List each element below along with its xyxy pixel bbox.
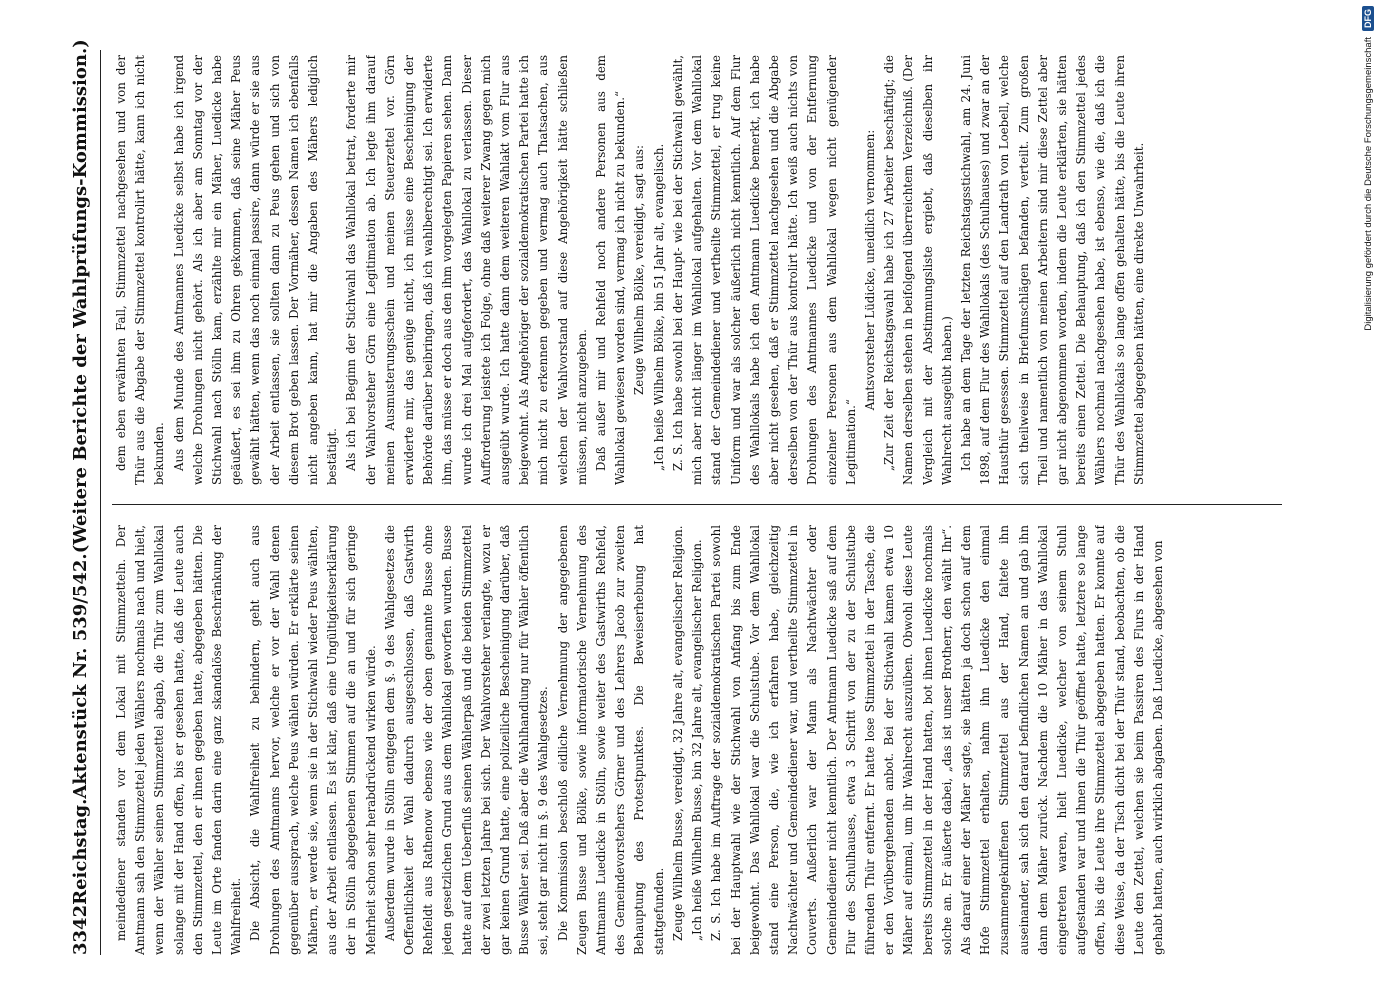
scanned-page [60,39,1300,955]
paragraph: „Ich heiße Wilhelm Bölke, bin 51 Jahr alt, evangelisch. [651,143,666,471]
paragraph: Die Absicht, die Wahlfreiheit zu behindern, geht auch aus Drohungen des Amtmanns hervor, welche er vor der Wahl denen gegenüber aussprach, welche Peus wählen würden. Er erklärte seinen Mähern, er werde sie, wenn sie in der Stichwahl wieder Peus wählten, aus der Arbeit entlassen. Es ist klar, daß eine Ungültigkeitserklärung der in Stölln abgegebenen Stimmen auf die an und für sich geringe Mehrheit schon sehr herabdrückend wirken würde. [248,525,378,955]
paragraph: Z. S. Ich habe im Auftrage der sozialdemokratischen Partei sowohl bei der Hauptwahl wie der Stichwahl von Anfang bis zum Ende beigewohnt. Das Wahllokal war die Schulstube. Vor dem Wahllokal stand eine Person, die, wie ich erfahren habe, gleichzeitig Nachtwächter und Gemeindediener war, und vertheilte Stimmzettel in Couverts. Außerlich war der Mann als Nachtwächter oder Gemeindediener nicht kenntlich. Der Amtmann Luedicke saß auf dem Flur des Schulhauses, etwa 3 Schritt von der zu der Schulstube führenden Thür entfernt. Er hatte lose Stimmzettel in der Tasche, die er den Vorübergehenden anbot. Bei der Stichwahl kamen etwa 10 Mäher auf einmal, um ihr Wahlrecht auszuüben. Obwohl diese Leute bereits Stimmzettel in der Hand hatten, bot ihnen Luedicke nochmals solche an. Er äußerte dabei, „das ist unser Brotherr, den wählt Ihr“. Als darauf einer der Mäher sagte, sie hätten ja doch schon auf dem Hofe Stimmzettel erhalten, nahm ihn Luedicke den einmal zusammengekniffenen Stimmzettel aus der Hand, faltete ihn auseinander, sah sich den darauf befindlichen Namen an und gab ihn dann dem Mäher zurück. Nachdem die 10 Mäher in das Wahllokal eingetreten waren, hielt Luedicke, welcher von seinem Stuhl aufgestanden war und ihnen die Thür geöffnet hatte, letztere so lange offen, bis die Leute ihre Stimmzettel abgegeben hatten. Er konnte auf diese Weise, da der Tisch dicht bei der Thür stand, beobachten, ob die Leute den Zettel, welchen sie beim Passiren des Flurs in der Hand gehabt hatten, auch wirklich abgaben. Daß Luedicke, abgesehen von [709,525,1165,955]
paragraph: „Zur Zeit der Reichstagswahl habe ich 27 Arbeiter beschäftigt; die Namen derselben stehen in beifolgend überreichtem Verzeichniß. (Der Vergleich mit der Abstimmungsliste ergiebt, daß dieselben ihr Wahlrecht ausgeübt haben.) [882,55,954,485]
page-number: 3342 [69,904,91,955]
column-rule [112,504,1282,505]
dfg-logo: DFG [1362,6,1374,31]
text-column-left [112,525,1282,955]
paragraph: Amtsvorsteher Lüdicke, uneidlich vernommen: [862,129,877,411]
rotated-page-content [60,39,1300,955]
paragraph: „Ich heiße Wilhelm Busse, bin 32 Jahre alt, evangelischer Religion. [690,539,705,941]
digitization-sidebar [1359,6,1377,946]
text-column-right [112,55,1282,485]
running-title [70,29,91,905]
paragraph: Z. S. Ich habe sowohl bei der Haupt- wie bei der Stichwahl gewählt, mich aber nicht länger im Wahllokal aufgehalten. Vor dem Wahllokal stand der Gemeindediener und vertheilte Stimmzettel, er trug keine Uniform und war als solcher äußerlich nicht kenntlich. Auf dem Flur des Wahllokals habe ich den Amtmann Luedicke bemerkt, ich habe aber nicht gesehen, daß er Stimmzettel nachgesehen und die Abgabe derselben von der Thür aus kontrolirt hätte. Ich weiß auch nichts von Drohungen des Amtmannes Luedicke und von der Entfernung einzelner Personen aus dem Wahllokal wegen nicht genügender Legitimation.“ [670,55,858,485]
paragraph: meindediener standen vor dem Lokal mit Stimmzetteln. Der Amtmann sah den Stimmzettel jeden Wählers nochmals nach und hielt, wenn der Wähler seinen Stimmzettel abgab, die Thür zum Wahllokal solange mit der Hand offen, bis er gesehen hatte, daß die Leute auch den Stimmzettel, den er ihnen gegeben hatte, abgegeben hätten. Die Leute im Orte fanden darin eine ganz skandalöse Beschränkung der Wahlfreiheit. [114,525,244,955]
running-header [60,39,100,955]
paragraph: Daß außer mir und Rehfeld noch andere Personen aus dem Wahllokal gewiesen worden sind, vermag ich nicht zu bekunden.“ [594,55,628,485]
running-title-left: Reichstag. [69,798,91,905]
running-title-mid: Aktenstück Nr. 539/542. [69,553,91,799]
digitization-credit: Digitalisierung gefördert durch die Deutsche Forschungsgemeinschaft [1362,37,1374,331]
paragraph: Außerdem wurde in Stölln entgegen dem §. 9 des Wahlgesetzes die Oeffentlichkeit der Wahl dadurch ausgeschlossen, daß Gastwirth Rehfeldt aus Rathenow ebenso wie der oben genannte Busse ohne jeden gesetzlichen Grund aus dem Wahllokal geworfen wurden. Busse hatte auf dem Ueberfluß seinen Wählerpaß und die beiden Stimmzettel der zwei letzten Jahre bei sich. Der Wahlvorsteher verlangte, wozu er gar keinen Grund hatte, eine polizeiliche Bescheinigung darüber, daß Busse Wähler sei. Daß aber die Wahlhandlung nur für Wähler öffentlich sei, steht gar nicht im §. 9 des Wahlgesetzes. [382,525,551,955]
paragraph: Als ich bei Beginn der Stichwahl das Wahllokal betrat, forderte mir der Wahlvorsteher Görn eine Legitimation ab. Ich legte ihm darauf meinen Ausmusterungsschein und meinen Steuerzettel vor. Görn erwiderte mir, das genüge nicht, ich müsse eine Bescheinigung der Behörde darüber beibringen, daß ich wahlberechtigt sei. Ich erwiderte ihm, das müsse er doch aus den ihm vorgelegten Papieren sehen. Dann wurde ich drei Mal aufgefordert, das Wahllokal zu verlassen. Dieser Aufforderung leistete ich Folge, ohne daß weiterer Zwang gegen mich ausgeübt wurde. Ich hatte dann dem weiteren Wahlakt vom Flur aus beigewohnt. Als Angehöriger der sozialdemokratischen Partei hatte ich mich nicht zu erkennen gegeben und vermag auch Thatsachen, aus welchen der Wahlvorstand auf diese Angehörigkeit hätte schließen müssen, nicht anzugeben. [344,55,589,485]
running-title-right: (Weitere Berichte der Wahlprüfungs-Kommission.) [69,39,91,554]
paragraph: Die Kommission beschloß eidliche Vernehmung der angegebenen Zeugen Busse und Bölke, sowie informatorische Vernehmung des Amtmanns Luedicke in Stölln, sowie weiter des Gastwirths Rehfeld, des Gemeindevorstehers Görner und des Lehrers Jacob zur zweiten Behauptung des Protestpunktes. Die Beweiserhebung hat stattgefunden. [555,525,666,955]
paragraph: Zeuge Wilhelm Bölke, vereidigt, sagt aus: [632,145,647,395]
paragraph: Zeuge Wilhelm Busse, vereidigt, 32 Jahre alt, evangelischer Religion. [670,525,685,941]
header-rule [100,50,101,955]
paragraph: Ich habe an dem Tage der letzten Reichstagsstichwahl, am 24. Juni 1898, auf dem Flur des Wahllokals (des Schulhauses) und zwar an der Hausthür gesessen. Stimmzettel auf den Landrath von Loebell, welche sich theilweise in Briefumschlägen befanden, verteilt. Zum großen Theil und namentlich von meinen Arbeitern sind mir diese Zettel aber gar nicht abgenommen worden, indem die Leute erklärten, sie hätten bereits einen Zettel. Die Behauptung, daß ich den Stimmzettel jedes Wählers nochmal nachgesehen habe, ist ebenso, wie die, daß ich die Thür des Wahllokals so lange offen gehalten hätte, bis die Leute ihren Stimmzettel abgegeben hätten, eine direkte Unwahrheit. [958,55,1146,485]
paragraph: dem eben erwähnten Fall, Stimmzettel nachgesehen und von der Thür aus die Abgabe der Stimmzettel kontrolirt hätte, kann ich nicht bekunden. [114,55,167,485]
paragraph: Aus dem Munde des Amtmannes Luedicke selbst habe ich irgend welche Drohungen nicht gehört. Als ich aber am Sonntag vor der Stichwahl nach Stölln kam, erzählte mir ein Mäher, Luedicke habe geäußert, es sei ihm zu Ohren gekommen, daß seine Mäher Peus gewählt hätten, wenn das noch einmal passire, dann würde er sie aus der Arbeit entlassen, sie sollten dann zu Peus gehen und sich von diesem Brot geben lassen. Der Vormäher, dessen Namen ich ebenfalls nicht angeben kann, hat mir die Angaben des Mähers lediglich bestätigt. [171,55,340,485]
